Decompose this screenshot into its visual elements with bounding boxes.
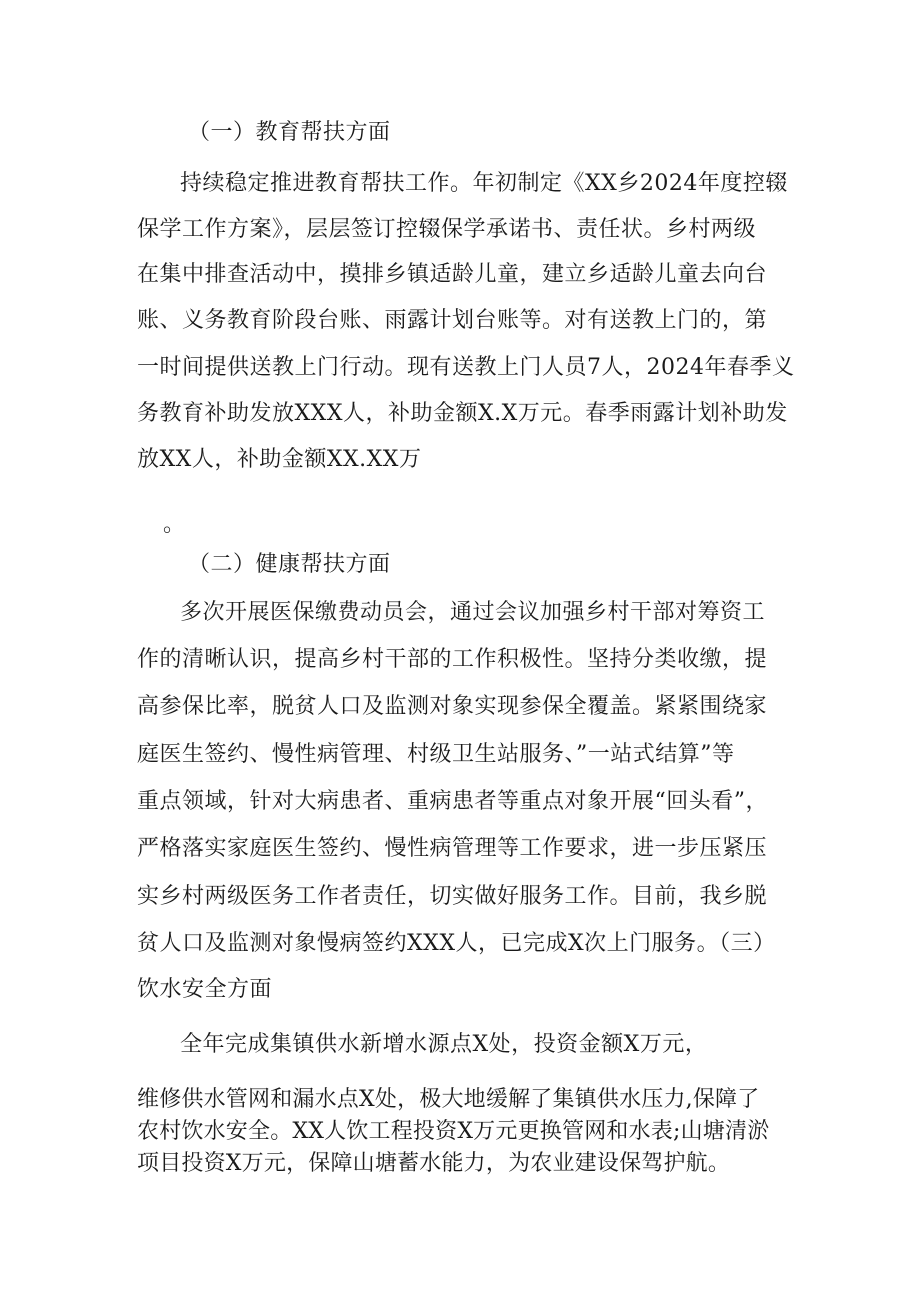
paragraph-line: 严格落实家庭医生签约、慢性病管理等工作要求，进一步压紧压 bbox=[137, 836, 768, 861]
paragraph-line: 保学工作方案》，层层签订控辍保学承诺书、责任状。乡村两级 bbox=[137, 217, 757, 242]
paragraph-line: 持续稳定推进教育帮扶工作。年初制定《XX乡2024年度控辍 bbox=[180, 171, 788, 196]
paragraph-line: 务教育补助发放XXX人，补助金额X.X万元。春季雨露计划补助发 bbox=[137, 401, 788, 426]
paragraph-line: 实乡村两级医务工作者责任，切实做好服务工作。目前，我乡脱 bbox=[137, 884, 768, 909]
section-heading-water: 饮水安全方面 bbox=[137, 977, 273, 1002]
paragraph-line: 全年完成集镇供水新增水源点X处，投资金额X万元， bbox=[180, 1032, 708, 1057]
paragraph-line: 放XX人，补助金额XX.XX万 bbox=[137, 447, 422, 472]
paragraph-line: 项目投资X万元，保障山塘蓄水能力，为农业建设保驾护航。 bbox=[137, 1151, 731, 1176]
paragraph-line: 账、义务教育阶段台账、雨露计划台账等。对有送教上门的，第 bbox=[137, 308, 768, 333]
paragraph-line: 作的清晰认识，提高乡村干部的工作积极性。坚持分类收缴，提 bbox=[137, 647, 768, 672]
paragraph-line: 高参保比率，脱贫人口及监测对象实现参保全覆盖。紧紧围绕家 bbox=[137, 694, 768, 719]
paragraph-line: 一时间提供送教上门行动。现有送教上门人员7人，2024年春季义 bbox=[137, 355, 795, 380]
paragraph-line: 重点领域，针对大病患者、重病患者等重点对象开展“回头看”， bbox=[137, 789, 768, 814]
section-heading-health: （二）健康帮扶方面 bbox=[188, 552, 391, 577]
paragraph-line: 庭医生签约、慢性病管理、村级卫生站服务、”一站式结算”等 bbox=[137, 742, 735, 767]
section-heading-education: （一）教育帮扶方面 bbox=[188, 120, 391, 145]
paragraph-line: 贫人口及监测对象慢病签约XXX人，已完成X次上门服务。（三） bbox=[137, 931, 776, 956]
paragraph-line: 农村饮水安全。XX人饮工程投资X万元更换管网和水表;山塘清淤 bbox=[137, 1119, 770, 1144]
paragraph-line: 。 bbox=[163, 512, 186, 537]
paragraph-line: 维修供水管网和漏水点X处，极大地缓解了集镇供水压力,保障了 bbox=[137, 1087, 760, 1112]
paragraph-line: 在集中排查活动中，摸排乡镇适龄儿童，建立乡适龄儿童去向台 bbox=[137, 262, 768, 287]
paragraph-line: 多次开展医保缴费动员会，通过会议加强乡村干部对筹资工 bbox=[180, 600, 766, 625]
